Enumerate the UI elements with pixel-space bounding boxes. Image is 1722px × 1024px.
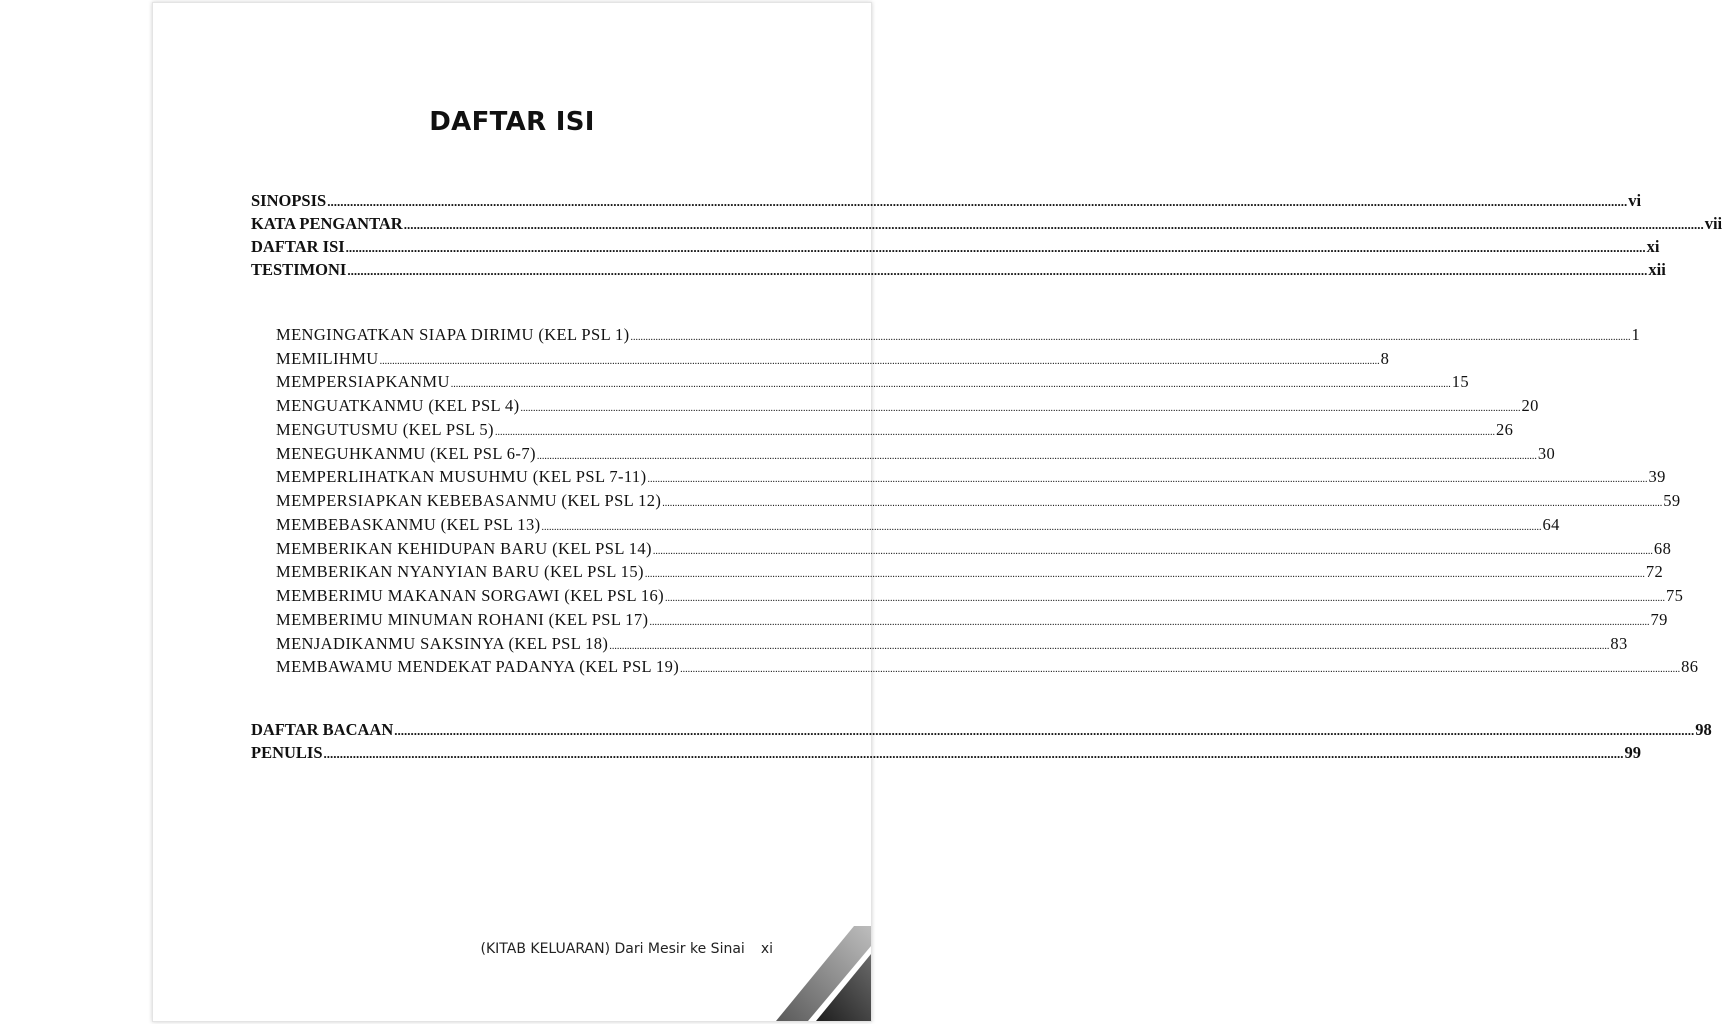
toc-entry-label: MEMPERSIAPKANMU: [276, 372, 450, 391]
toc-entry-page: 98: [1695, 720, 1712, 739]
toc-leader-dots: ................................................................................................................................................................................................................................................................................................................................................................................................................: [652, 546, 1653, 557]
toc-leader-dots: ................................................................................................................................................................................................................................................................................................................................................................................................................: [494, 427, 1495, 438]
toc-chapter-6: [276, 444, 1556, 464]
toc-entry-page: 68: [1653, 539, 1672, 558]
toc-entry-label: MEMILIHMU: [276, 349, 379, 368]
toc-entry-label: TESTIMONI: [251, 260, 347, 279]
toc-leader-dots: ................................................................................................................................................................................................................................................................................................................................................................................................................: [403, 217, 1704, 232]
footer-page-number: xi: [760, 941, 773, 957]
toc-entry-testimoni: [251, 260, 1666, 280]
toc-entry-page: 59: [1663, 491, 1681, 510]
toc-entry-label: MEMBERIMU MAKANAN SORGAWI (KEL PSL 16): [276, 586, 665, 605]
page-corner-decoration: [736, 926, 871, 1021]
toc-entry-page: 99: [1624, 743, 1642, 762]
toc-chapter-13: [276, 610, 1668, 630]
toc-entry-page: 30: [1537, 444, 1556, 463]
toc-entry-label: MENJADIKANMU SAKSINYA (KEL PSL 18): [276, 634, 609, 653]
toc-entry-page: 79: [1650, 610, 1668, 629]
toc-leader-dots: ................................................................................................................................................................................................................................................................................................................................................................................................................: [450, 379, 1451, 390]
page-title: DAFTAR ISI: [429, 107, 595, 137]
toc-chapter-11: [276, 562, 1664, 582]
toc-entry-label: MEMBEBASKANMU (KEL PSL 13): [276, 515, 541, 534]
toc-chapter-4: [276, 396, 1539, 416]
toc-leader-dots: ................................................................................................................................................................................................................................................................................................................................................................................................................: [327, 194, 1628, 209]
toc-entry-label: KATA PENGANTAR: [251, 214, 403, 233]
toc-entry-kata-pengantar: [251, 214, 1722, 234]
toc-chapter-14: [276, 634, 1628, 654]
footer-book-title: (KITAB KELUARAN) Dari Mesir ke Sinai: [480, 941, 745, 957]
toc-entry-page: 86: [1681, 657, 1699, 676]
toc-entry-label: MENEGUHKANMU (KEL PSL 6-7): [276, 444, 536, 463]
toc-entry-page: 83: [1610, 634, 1628, 653]
toc-chapter-9: [276, 515, 1560, 535]
toc-leader-dots: ................................................................................................................................................................................................................................................................................................................................................................................................................: [662, 498, 1663, 509]
toc-entry-page: 20: [1521, 396, 1539, 415]
toc-entry-sinopsis: [251, 191, 1642, 211]
toc-entry-page: vi: [1628, 191, 1642, 210]
toc-entry-page: 75: [1666, 586, 1684, 605]
toc-chapter-3: [276, 372, 1470, 392]
toc-entry-page: 15: [1451, 372, 1470, 391]
toc-entry-label: MENGUTUSMU (KEL PSL 5): [276, 420, 494, 439]
toc-entry-label: MEMBERIKAN NYANYIAN BARU (KEL PSL 15): [276, 562, 644, 581]
toc-entry-page: 8: [1380, 349, 1390, 368]
toc-leader-dots: ................................................................................................................................................................................................................................................................................................................................................................................................................: [665, 593, 1666, 604]
toc-entry-page: 26: [1495, 420, 1514, 439]
toc-leader-dots: ................................................................................................................................................................................................................................................................................................................................................................................................................: [345, 240, 1646, 255]
toc-entry-penulis: [251, 743, 1642, 763]
toc-entry-daftar-isi: [251, 237, 1660, 257]
toc-entry-label: MENGUATKANMU (KEL PSL 4): [276, 396, 520, 415]
toc-leader-dots: ................................................................................................................................................................................................................................................................................................................................................................................................................: [647, 474, 1648, 485]
toc-leader-dots: ................................................................................................................................................................................................................................................................................................................................................................................................................: [394, 723, 1695, 738]
toc-entry-page: 39: [1648, 467, 1666, 486]
toc-leader-dots: ................................................................................................................................................................................................................................................................................................................................................................................................................: [379, 356, 1380, 367]
toc-entry-page: 1: [1631, 325, 1641, 344]
toc-chapter-7: [276, 467, 1666, 487]
toc-chapter-15: [276, 657, 1699, 677]
toc-entry-page: xii: [1648, 260, 1666, 279]
toc-entry-label: MEMBERIKAN KEHIDUPAN BARU (KEL PSL 14): [276, 539, 652, 558]
toc-leader-dots: ................................................................................................................................................................................................................................................................................................................................................................................................................: [649, 617, 1650, 628]
toc-entry-page: 64: [1542, 515, 1560, 534]
book-page: [152, 2, 1722, 1022]
toc-entry-page: vii: [1704, 214, 1722, 233]
toc-entry-label: SINOPSIS: [251, 191, 327, 210]
toc-entry-label: MEMPERSIAPKAN KEBEBASANMU (KEL PSL 12): [276, 491, 662, 510]
toc-leader-dots: ................................................................................................................................................................................................................................................................................................................................................................................................................: [323, 746, 1624, 761]
toc-entry-label: MEMPERLIHATKAN MUSUHMU (KEL PSL 7-11): [276, 467, 647, 486]
toc-entry-daftar-bacaan: [251, 720, 1712, 740]
toc-entry-label: MEMBERIMU MINUMAN ROHANI (KEL PSL 17): [276, 610, 649, 629]
page-footer: [481, 941, 773, 957]
toc-entry-label: DAFTAR ISI: [251, 237, 345, 256]
toc-leader-dots: ................................................................................................................................................................................................................................................................................................................................................................................................................: [609, 641, 1610, 652]
toc-chapter-2: [276, 349, 1390, 369]
toc-entry-page: xi: [1646, 237, 1660, 256]
toc-leader-dots: ................................................................................................................................................................................................................................................................................................................................................................................................................: [347, 263, 1648, 278]
toc-entry-page: 72: [1645, 562, 1664, 581]
toc-chapter-10: [276, 539, 1672, 559]
toc-leader-dots: ................................................................................................................................................................................................................................................................................................................................................................................................................: [680, 664, 1681, 675]
toc-leader-dots: ................................................................................................................................................................................................................................................................................................................................................................................................................: [541, 522, 1542, 533]
toc-chapter-1: [276, 325, 1641, 345]
toc-entry-label: PENULIS: [251, 743, 323, 762]
toc-entry-label: DAFTAR BACAAN: [251, 720, 394, 739]
toc-chapter-5: [276, 420, 1514, 440]
toc-entry-label: MEMBAWAMU MENDEKAT PADANYA (KEL PSL 19): [276, 657, 680, 676]
toc-leader-dots: ................................................................................................................................................................................................................................................................................................................................................................................................................: [520, 403, 1521, 414]
toc-leader-dots: ................................................................................................................................................................................................................................................................................................................................................................................................................: [630, 332, 1631, 343]
toc-chapter-8: [276, 491, 1681, 511]
toc-leader-dots: ................................................................................................................................................................................................................................................................................................................................................................................................................: [644, 569, 1645, 580]
toc-chapter-12: [276, 586, 1684, 606]
toc-entry-label: MENGINGATKAN SIAPA DIRIMU (KEL PSL 1): [276, 325, 630, 344]
toc-leader-dots: ................................................................................................................................................................................................................................................................................................................................................................................................................: [536, 451, 1537, 462]
